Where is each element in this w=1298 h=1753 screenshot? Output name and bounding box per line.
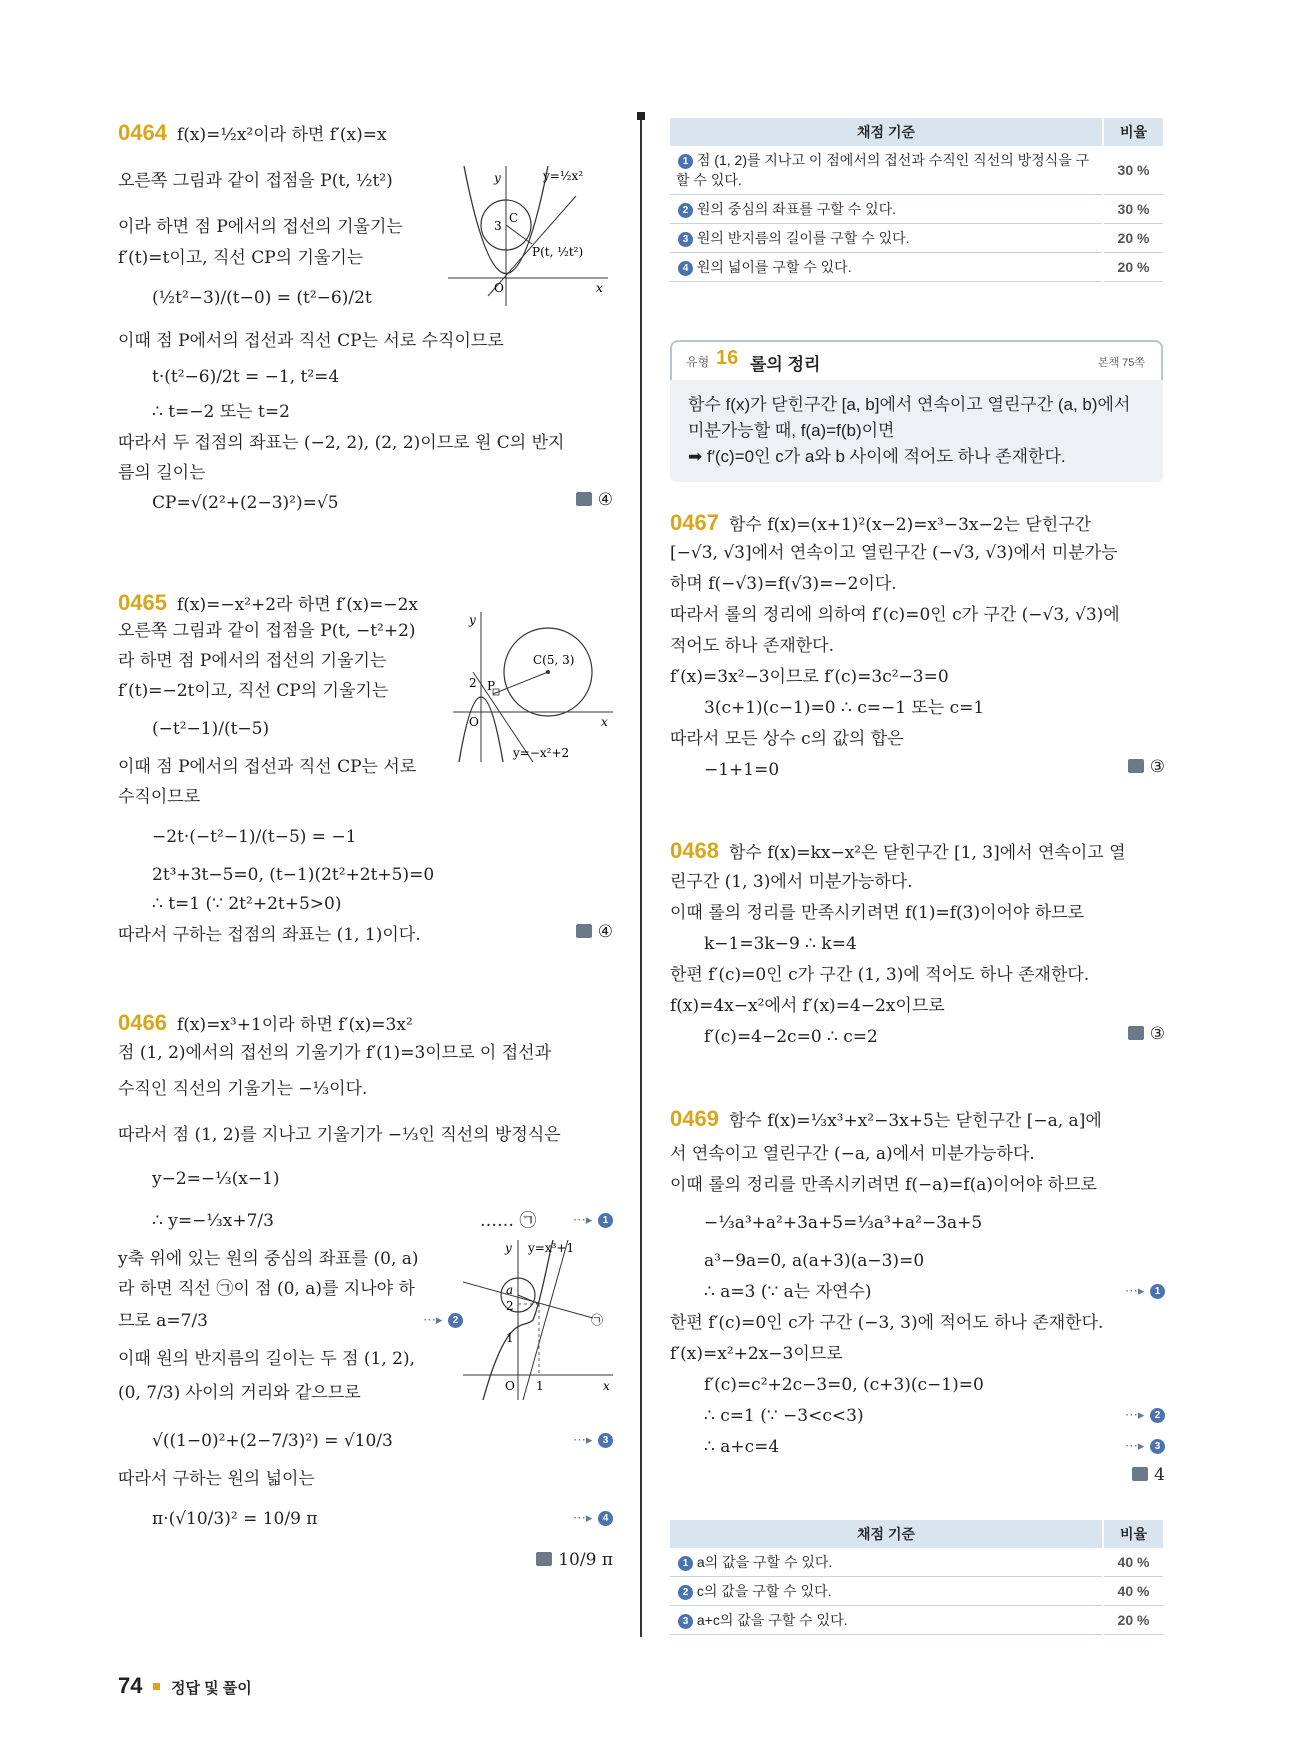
solution-line: 2t³+3t−5=0, (t−1)(2t²+2t+5)=0 xyxy=(152,865,435,885)
answer-icon xyxy=(1132,1467,1148,1481)
type-body-line: 미분가능할 때, f(a)=f(b)이면 xyxy=(688,421,895,440)
solution-line: 점 (1, 2)에서의 접선의 기울기가 f′(1)=3이므로 이 접선과 xyxy=(118,1043,552,1063)
solution-line: 함수 f(x)=⅓x³+x²−3x+5는 닫힌구간 [−a, a]에 xyxy=(728,1111,1102,1131)
fig-label: y=x³+1 xyxy=(528,1241,575,1255)
problem-number: 0467 xyxy=(670,510,719,535)
fig-label: C(5, 3) xyxy=(533,653,575,667)
solution-line: 린구간 (1, 3)에서 미분가능하다. xyxy=(670,872,913,892)
answer: 10/9 π xyxy=(536,1550,613,1570)
type-header xyxy=(670,340,1163,380)
fig-label: y xyxy=(469,613,476,627)
solution-line: 수직이므로 xyxy=(118,787,201,807)
figure-0466 xyxy=(463,1240,613,1400)
solution-line: 수직인 직선의 기울기는 −⅓이다. xyxy=(118,1079,368,1099)
score-table-2 xyxy=(670,1520,1163,1635)
solution-line: −⅓a³+a²+3a+5=⅓a³+a²−3a+5 xyxy=(704,1213,983,1233)
fig-label: y xyxy=(494,171,501,185)
table-header: 비율 xyxy=(1103,118,1163,146)
solution-line: f′(t)=t이고, 직선 CP의 기울기는 xyxy=(118,248,364,268)
solution-line: 적어도 하나 존재한다. xyxy=(670,636,835,656)
solution-line: 라 하면 점 P에서의 접선의 기울기는 xyxy=(118,651,387,671)
solution-line: 이라 하면 점 P에서의 접선의 기울기는 xyxy=(118,217,403,237)
fig-label: 2 xyxy=(506,1299,514,1313)
answer-icon xyxy=(576,492,592,506)
solution-line: 3(c+1)(c−1)=0 ∴ c=−1 또는 c=1 xyxy=(704,698,985,718)
step-marker: ⋯▸ 2 xyxy=(423,1312,463,1328)
solution-line: 라 하면 직선 ㉠이 점 (0, a)를 지나야 하 xyxy=(118,1279,415,1299)
table-row: 3 a+c의 값을 구할 수 있다. 20 % xyxy=(670,1606,1163,1635)
score-table-1 xyxy=(670,118,1163,282)
table-row: 4 원의 넓이를 구할 수 있다. 20 % xyxy=(670,253,1163,282)
solution-line: f(x)=−x²+2라 하면 f′(x)=−2x xyxy=(176,595,419,615)
solution-line: (½t²−3)/(t−0) = (t²−6)/2t xyxy=(152,288,372,308)
answer: ③ xyxy=(1128,1024,1165,1044)
table-row: 3 원의 반지름의 길이를 구할 수 있다. 20 % xyxy=(670,224,1163,253)
table-row: 2 원의 중심의 좌표를 구할 수 있다. 30 % xyxy=(670,195,1163,224)
solution-line: (−t²−1)/(t−5) xyxy=(152,719,270,739)
problem-number: 0465 xyxy=(118,590,167,615)
fig-label: P(t, ½t²) xyxy=(532,245,584,259)
fig-label: O xyxy=(469,715,479,729)
step-marker: ⋯▸ 3 xyxy=(573,1432,613,1448)
solution-line: a³−9a=0, a(a+3)(a−3)=0 xyxy=(704,1251,925,1271)
solution-line: y축 위에 있는 원의 중심의 좌표를 (0, a) xyxy=(118,1249,419,1269)
fig-label: x xyxy=(603,1379,610,1393)
step-marker: ⋯▸ 3 xyxy=(1125,1438,1165,1454)
fig-label: 3 xyxy=(494,219,502,233)
fig-label: a xyxy=(506,1283,514,1297)
fig-label: ㉠ xyxy=(591,1313,604,1327)
fig-label: 1 xyxy=(506,1331,514,1345)
solution-line: f′(x)=x²+2x−3이므로 xyxy=(670,1344,843,1364)
solution-line: 이때 점 P에서의 접선과 직선 CP는 서로 수직이므로 xyxy=(118,331,504,351)
page-footer xyxy=(118,1673,252,1699)
solution-line: 름의 길이는 xyxy=(118,463,206,483)
step-marker: ⋯▸ 1 xyxy=(1125,1283,1165,1299)
page-number: 74 xyxy=(118,1673,143,1698)
solution-line: 하며 f(−√3)=f(√3)=−2이다. xyxy=(670,574,897,594)
solution-line: f′(t)=−2t이고, 직선 CP의 기울기는 xyxy=(118,681,389,701)
solution-line: [−√3, √3]에서 연속이고 열린구간 (−√3, √3)에서 미분가능 xyxy=(670,543,1118,563)
solution-line: π·(√10/3)² = 10/9 π xyxy=(152,1509,318,1529)
solution-line: t·(t²−6)/2t = −1, t²=4 xyxy=(152,367,340,387)
solution-line: √((1−0)²+(2−7/3)²) = √10/3 xyxy=(152,1431,393,1451)
solution-line: ∴ t=−2 또는 t=2 xyxy=(152,402,290,422)
problem-number: 0469 xyxy=(670,1106,719,1131)
problem-number: 0464 xyxy=(118,120,167,145)
figure-0464 xyxy=(448,166,608,306)
solution-line: 서 연속이고 열린구간 (−a, a)에서 미분가능하다. xyxy=(670,1144,1035,1164)
step-marker: ⋯▸ 4 xyxy=(573,1510,613,1526)
solution-line: 한편 f′(c)=0인 c가 구간 (−3, 3)에 적어도 하나 존재한다. xyxy=(670,1313,1104,1333)
solution-line: ∴ a+c=4 xyxy=(704,1437,780,1457)
fig-label: C xyxy=(509,211,519,225)
fig-label: O xyxy=(505,1379,515,1393)
table-header: 비율 xyxy=(1103,1520,1163,1548)
step-marker: ⋯▸ 1 xyxy=(573,1212,613,1228)
solution-line: 이때 원의 반지름의 길이는 두 점 (1, 2), xyxy=(118,1349,416,1369)
solution-line: 따라서 롤의 정리에 의하여 f′(c)=0인 c가 구간 (−√3, √3)에 xyxy=(670,605,1120,625)
problem-0468 xyxy=(670,838,1165,1068)
problem-0464 xyxy=(118,110,613,560)
type-body-line: ➡ f′(c)=0인 c가 a와 b 사이에 적어도 하나 존재한다. xyxy=(688,447,1066,466)
fig-label: 1 xyxy=(536,1379,544,1393)
solution-line: y−2=−⅓(x−1) xyxy=(152,1169,280,1189)
fig-label: y=½x² xyxy=(543,169,584,183)
answer-icon xyxy=(1128,1026,1144,1040)
problem-number: 0468 xyxy=(670,838,719,863)
solution-line: −1+1=0 xyxy=(704,760,780,780)
type-title: 롤의 정리 xyxy=(750,355,821,374)
answer: ③ xyxy=(1128,757,1165,777)
table-row: 1 a의 값을 구할 수 있다. 40 % xyxy=(670,1548,1163,1577)
answer-icon xyxy=(1128,759,1144,773)
solution-line: 므로 a=7/3 xyxy=(118,1311,208,1331)
solution-line: k−1=3k−9 ∴ k=4 xyxy=(704,934,857,954)
solution-line: f(x)=x³+1이라 하면 f′(x)=3x² xyxy=(176,1015,413,1035)
solution-line: 한편 f′(c)=0인 c가 구간 (1, 3)에 적어도 하나 존재한다. xyxy=(670,965,1090,985)
type-ref: 본책 75쪽 xyxy=(1097,357,1145,369)
solution-line: f′(c)=c²+2c−3=0, (c+3)(c−1)=0 xyxy=(704,1375,984,1395)
solution-line: f(x)=4x−x²에서 f′(x)=4−2x이므로 xyxy=(670,996,945,1016)
answer: ④ xyxy=(576,490,613,510)
problem-number: 0466 xyxy=(118,1010,167,1035)
solution-line: (0, 7/3) 사이의 거리와 같으므로 xyxy=(118,1383,361,1403)
solution-line: f(x)=½x²이라 하면 f′(x)=x xyxy=(176,125,387,145)
solution-line: −2t·(−t²−1)/(t−5) = −1 xyxy=(152,827,357,847)
fig-label: y=−x²+2 xyxy=(513,746,570,760)
solution-line: 오른쪽 그림과 같이 접점을 P(t, ½t²) xyxy=(118,171,393,191)
solution-line: 따라서 두 접점의 좌표는 (−2, 2), (2, 2)이므로 원 C의 반지 xyxy=(118,433,565,453)
table-header: 채점 기준 xyxy=(670,118,1103,146)
fig-label: P xyxy=(487,679,496,693)
fig-label: 2 xyxy=(469,676,477,690)
solution-line: ∴ a=3 (∵ a는 자연수) xyxy=(704,1282,872,1302)
solution-line: ∴ y=−⅓x+7/3 xyxy=(152,1211,274,1231)
type-number: 16 xyxy=(716,347,739,369)
solution-line: f′(x)=3x²−3이므로 f′(c)=3c²−3=0 xyxy=(670,667,949,687)
fig-label: O xyxy=(494,281,504,295)
type-body-line: 함수 f(x)가 닫힌구간 [a, b]에서 연속이고 열린구간 (a, b)에서 xyxy=(688,395,1131,414)
problem-0465 xyxy=(118,590,613,980)
table-row: 2 c의 값을 구할 수 있다. 40 % xyxy=(670,1577,1163,1606)
table-header: 채점 기준 xyxy=(670,1520,1103,1548)
solution-line: 함수 f(x)=kx−x²은 닫힌구간 [1, 3]에서 연속이고 열 xyxy=(728,843,1126,863)
footer-square-icon xyxy=(153,1683,160,1690)
equation-tag: …… ㉠ xyxy=(480,1211,537,1231)
solution-line: ∴ t=1 (∵ 2t²+2t+5>0) xyxy=(152,894,342,914)
solution-line: 오른쪽 그림과 같이 접점을 P(t, −t²+2) xyxy=(118,621,416,641)
fig-label: x xyxy=(596,281,603,295)
answer: ④ xyxy=(576,922,613,942)
solution-line: 함수 f(x)=(x+1)²(x−2)=x³−3x−2는 닫힌구간 xyxy=(728,515,1092,535)
problem-0467 xyxy=(670,510,1165,790)
type-label: 유형 xyxy=(686,355,710,369)
solution-line: 따라서 점 (1, 2)를 지나고 기울기가 −⅓인 직선의 방정식은 xyxy=(118,1125,561,1145)
fig-label: y xyxy=(505,1241,512,1255)
solution-line: CP=√(2²+(2−3)²)=√5 xyxy=(152,493,339,513)
problem-0466 xyxy=(118,1010,613,1660)
solution-line: 따라서 구하는 원의 넓이는 xyxy=(118,1469,315,1489)
problem-0469 xyxy=(670,1106,1165,1506)
column-divider xyxy=(640,112,642,1637)
divider-dot xyxy=(637,112,645,120)
solution-line: 이때 롤의 정리를 만족시키려면 f(1)=f(3)이어야 하므로 xyxy=(670,903,1085,923)
solution-line: ∴ c=1 (∵ −3<c<3) xyxy=(704,1406,864,1426)
type-16-box xyxy=(670,340,1163,482)
step-marker: ⋯▸ 2 xyxy=(1125,1407,1165,1423)
solution-line: f′(c)=4−2c=0 ∴ c=2 xyxy=(704,1027,878,1047)
section-title: 정답 및 풀이 xyxy=(170,1680,252,1697)
solution-line: 이때 롤의 정리를 만족시키려면 f(−a)=f(a)이어야 하므로 xyxy=(670,1175,1097,1195)
figure-0465 xyxy=(453,612,613,762)
answer: 4 xyxy=(1132,1465,1165,1485)
answer-icon xyxy=(536,1552,552,1566)
solution-line: 이때 점 P에서의 접선과 직선 CP는 서로 xyxy=(118,757,417,777)
solution-line: 따라서 모든 상수 c의 값의 합은 xyxy=(670,729,904,749)
fig-label: x xyxy=(601,715,608,729)
type-body xyxy=(670,380,1163,482)
solution-line: 따라서 구하는 접점의 좌표는 (1, 1)이다. xyxy=(118,925,421,945)
table-row: 1 점 (1, 2)를 지나고 이 점에서의 접선과 수직인 직선의 방정식을 구할 수 있다. 30 % xyxy=(670,146,1163,195)
answer-icon xyxy=(576,924,592,938)
